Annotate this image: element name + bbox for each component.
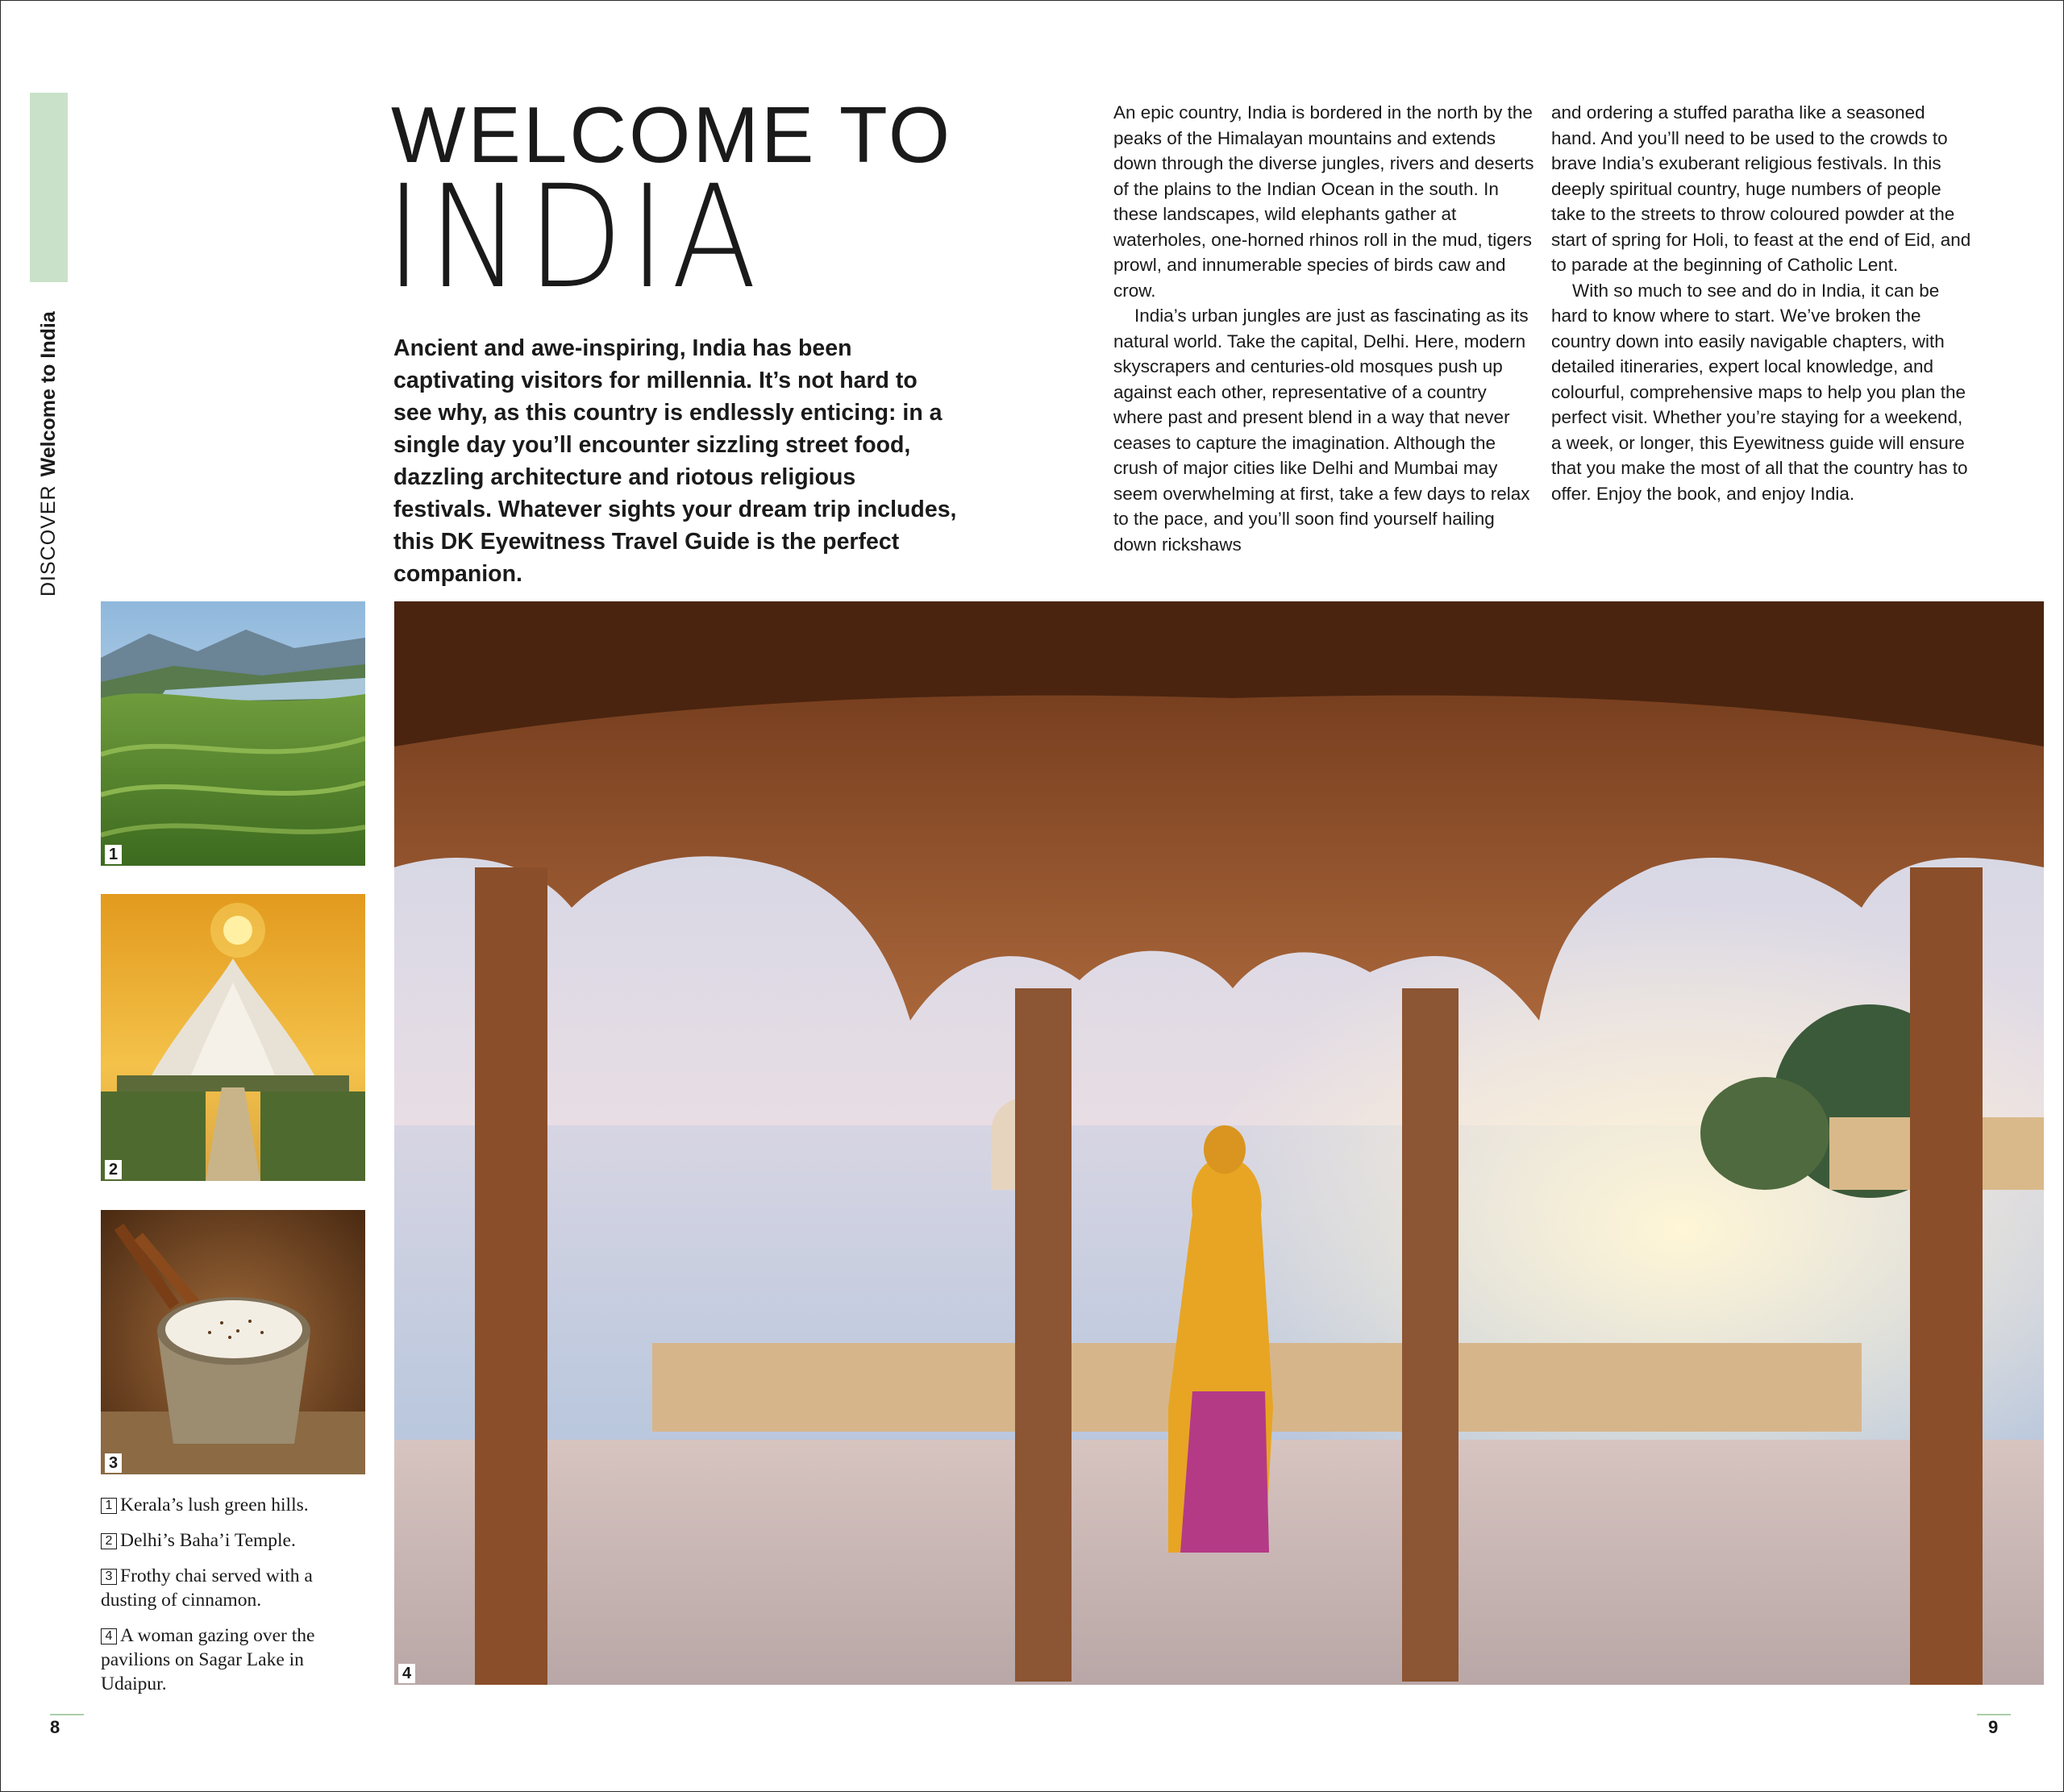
photo-kerala-hills: [101, 601, 365, 866]
caption-number: 1: [101, 1498, 117, 1514]
photo-number: 3: [105, 1453, 122, 1473]
body-paragraph: With so much to see and do in India, it can be hard to know where to start. We’ve broken the country down into easily navigable chapters, with detailed itineraries, expert local knowledge, and colourful, comprehensive maps to help you plan the perfect visit. Whether you’re staying for a weekend, a week, or longer, this Eyewitness guide will ensure that you make the most of all that the country has to offer. Enjoy the book, and enjoy India.: [1551, 280, 1968, 504]
caption-text: Frothy chai served with a dusting of cinnamon.: [101, 1565, 313, 1611]
page-number-right: 9: [1988, 1717, 1999, 1737]
section-label: DISCOVER: [37, 484, 60, 597]
photo-chai: [101, 1210, 365, 1474]
caption-number: 2: [101, 1533, 117, 1549]
footer-rule-right: [1977, 1714, 2011, 1715]
caption: [101, 1528, 367, 1553]
photo-number: 1: [105, 845, 122, 864]
caption: [101, 1493, 367, 1517]
body-column-2: [1551, 100, 1975, 506]
chapter-title: Welcome to India: [37, 311, 60, 477]
caption: [101, 1564, 367, 1612]
caption-text: A woman gazing over the pavilions on Sagar Lake in Udaipur.: [101, 1625, 315, 1694]
caption: [101, 1624, 367, 1696]
running-header: [32, 306, 64, 597]
photo-bahai-temple: [101, 894, 365, 1181]
body-paragraph: India’s urban jungles are just as fascinating as its natural world. Take the capital, Delhi. Here, modern skyscrapers and centuries-old mosques push up against each other, representative of a country where past and present blend in a way that never ceases to capture the imagination. Although the crush of major cities like Delhi and Mumbai may seem overwhelming at first, take a few days to relax to the pace, and you’ll soon find yourself hailing down rickshaws: [1113, 306, 1530, 555]
photo-captions: [101, 1493, 367, 1707]
page-title-line-2: INDIA: [385, 155, 763, 320]
caption-text: Delhi’s Baha’i Temple.: [120, 1530, 296, 1551]
body-paragraph: and ordering a stuffed paratha like a seasoned hand. And you’ll need to be used to the crowds to brave India’s exuberant religious festivals. In this deeply spiritual country, huge numbers of people take to the streets to throw coloured powder at the start of spring for Holi, to feast at the end of Eid, and to parade at the beginning of Catholic Lent.: [1551, 102, 1971, 275]
caption-text: Kerala’s lush green hills.: [120, 1495, 309, 1516]
photo-number: 4: [398, 1664, 415, 1683]
chapter-tab: [30, 93, 68, 282]
body-column-1: [1113, 100, 1537, 557]
page-title-line-1: WELCOME TO: [391, 90, 953, 179]
page-number-left: 8: [50, 1717, 60, 1737]
caption-number: 3: [101, 1569, 117, 1585]
intro-paragraph: Ancient and awe-inspiring, India has been captivating visitors for millennia. It’s not hard to see why, as this country is endlessly enticing: in a single day you’ll encounter sizzling street food, dazzling architecture and riotous religious festivals. Whatever sights your dream trip includes, this DK Eyewitness Travel Guide is the perfect companion.: [393, 335, 957, 587]
caption-number: 4: [101, 1628, 117, 1644]
photo-sagar-lake-pavilion: [394, 601, 2044, 1685]
photo-number: 2: [105, 1160, 122, 1179]
footer-rule-left: [50, 1714, 84, 1715]
body-paragraph: An epic country, India is bordered in the north by the peaks of the Himalayan mountains and extends down through the diverse jungles, rivers and deserts of the plains to the Indian Ocean in the south. In these landscapes, wild elephants gather at waterholes, one-horned rhinos roll in the mud, tigers prowl, and innumerable species of birds caw and crow.: [1113, 102, 1534, 301]
